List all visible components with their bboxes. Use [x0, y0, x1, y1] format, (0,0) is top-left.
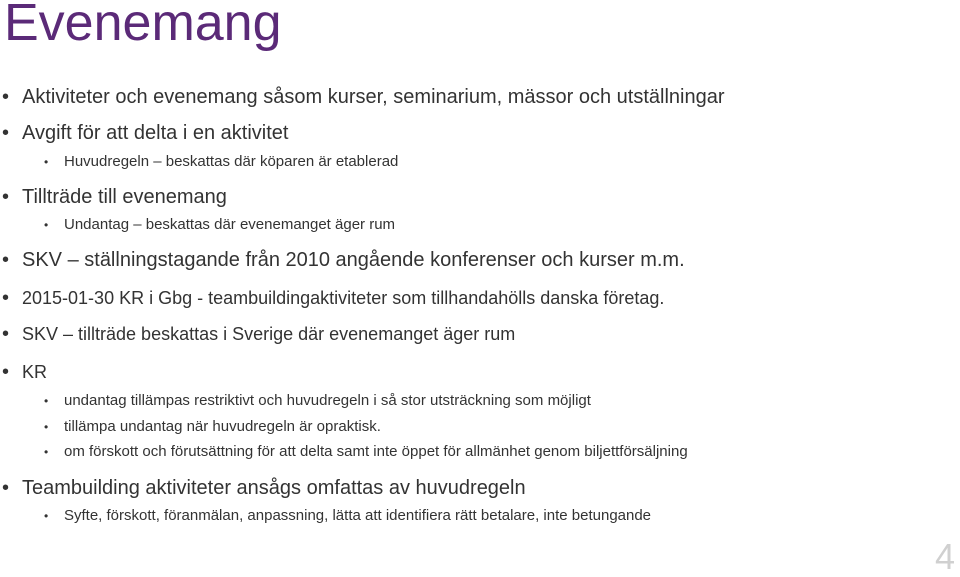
sub-bullet-text: Undantag – beskattas där evenemanget äger rum: [64, 216, 396, 233]
bullet-dot: •: [2, 477, 10, 499]
sub-bullet-text: Huvudregeln – beskattas där köparen är etablerad: [64, 153, 399, 170]
bullet-text: Tillträde till evenemang: [22, 186, 227, 208]
bullet-dot: •: [44, 155, 49, 169]
bullet-dot: •: [44, 509, 49, 523]
bullet-text: Teambuilding aktiviteter ansågs omfattas av huvudregeln: [22, 477, 526, 499]
bullet-text: KR: [22, 362, 48, 382]
bullet-dot: •: [2, 122, 10, 144]
bullet-dot: •: [2, 86, 10, 108]
bullet-dot: •: [2, 249, 10, 271]
bullet-text: 2015-01-30 KR i Gbg - teambuildingaktiviteter som tillhandahölls danska företag.: [22, 288, 665, 308]
page-number: 4: [935, 536, 956, 577]
sub-bullet-text: undantag tillämpas restriktivt och huvudregeln i så stor utsträckning som möjligt: [64, 392, 591, 409]
bullet-text: SKV – tillträde beskattas i Sverige där evenemanget äger rum: [22, 324, 516, 344]
bullet-dot: •: [2, 287, 10, 309]
bullet-dot: •: [2, 186, 10, 208]
bullet-dot: •: [44, 394, 49, 408]
sub-bullet-text: tillämpa undantag när huvudregeln är opraktisk.: [64, 418, 381, 435]
sub-bullet-text: Syfte, förskott, föranmälan, anpassning, lätta att identifiera rätt betalare, inte betungande: [64, 507, 652, 524]
slide-title: Evenemang: [4, 0, 282, 52]
bullet-dot: •: [2, 323, 10, 345]
bullet-dot: •: [44, 445, 49, 459]
bullet-text: SKV – ställningstagande från 2010 angående konferenser och kurser m.m.: [22, 249, 685, 271]
bullet-dot: •: [2, 361, 10, 383]
bullet-text: Aktiviteter och evenemang såsom kurser, seminarium, mässor och utställningar: [22, 86, 725, 108]
bullet-dot: •: [44, 420, 49, 434]
bullet-dot: •: [44, 218, 49, 232]
bullet-text: Avgift för att delta i en aktivitet: [22, 122, 289, 144]
sub-bullet-text: om förskott och förutsättning för att delta samt inte öppet för allmänhet genom biljettförsäljning: [64, 443, 688, 460]
